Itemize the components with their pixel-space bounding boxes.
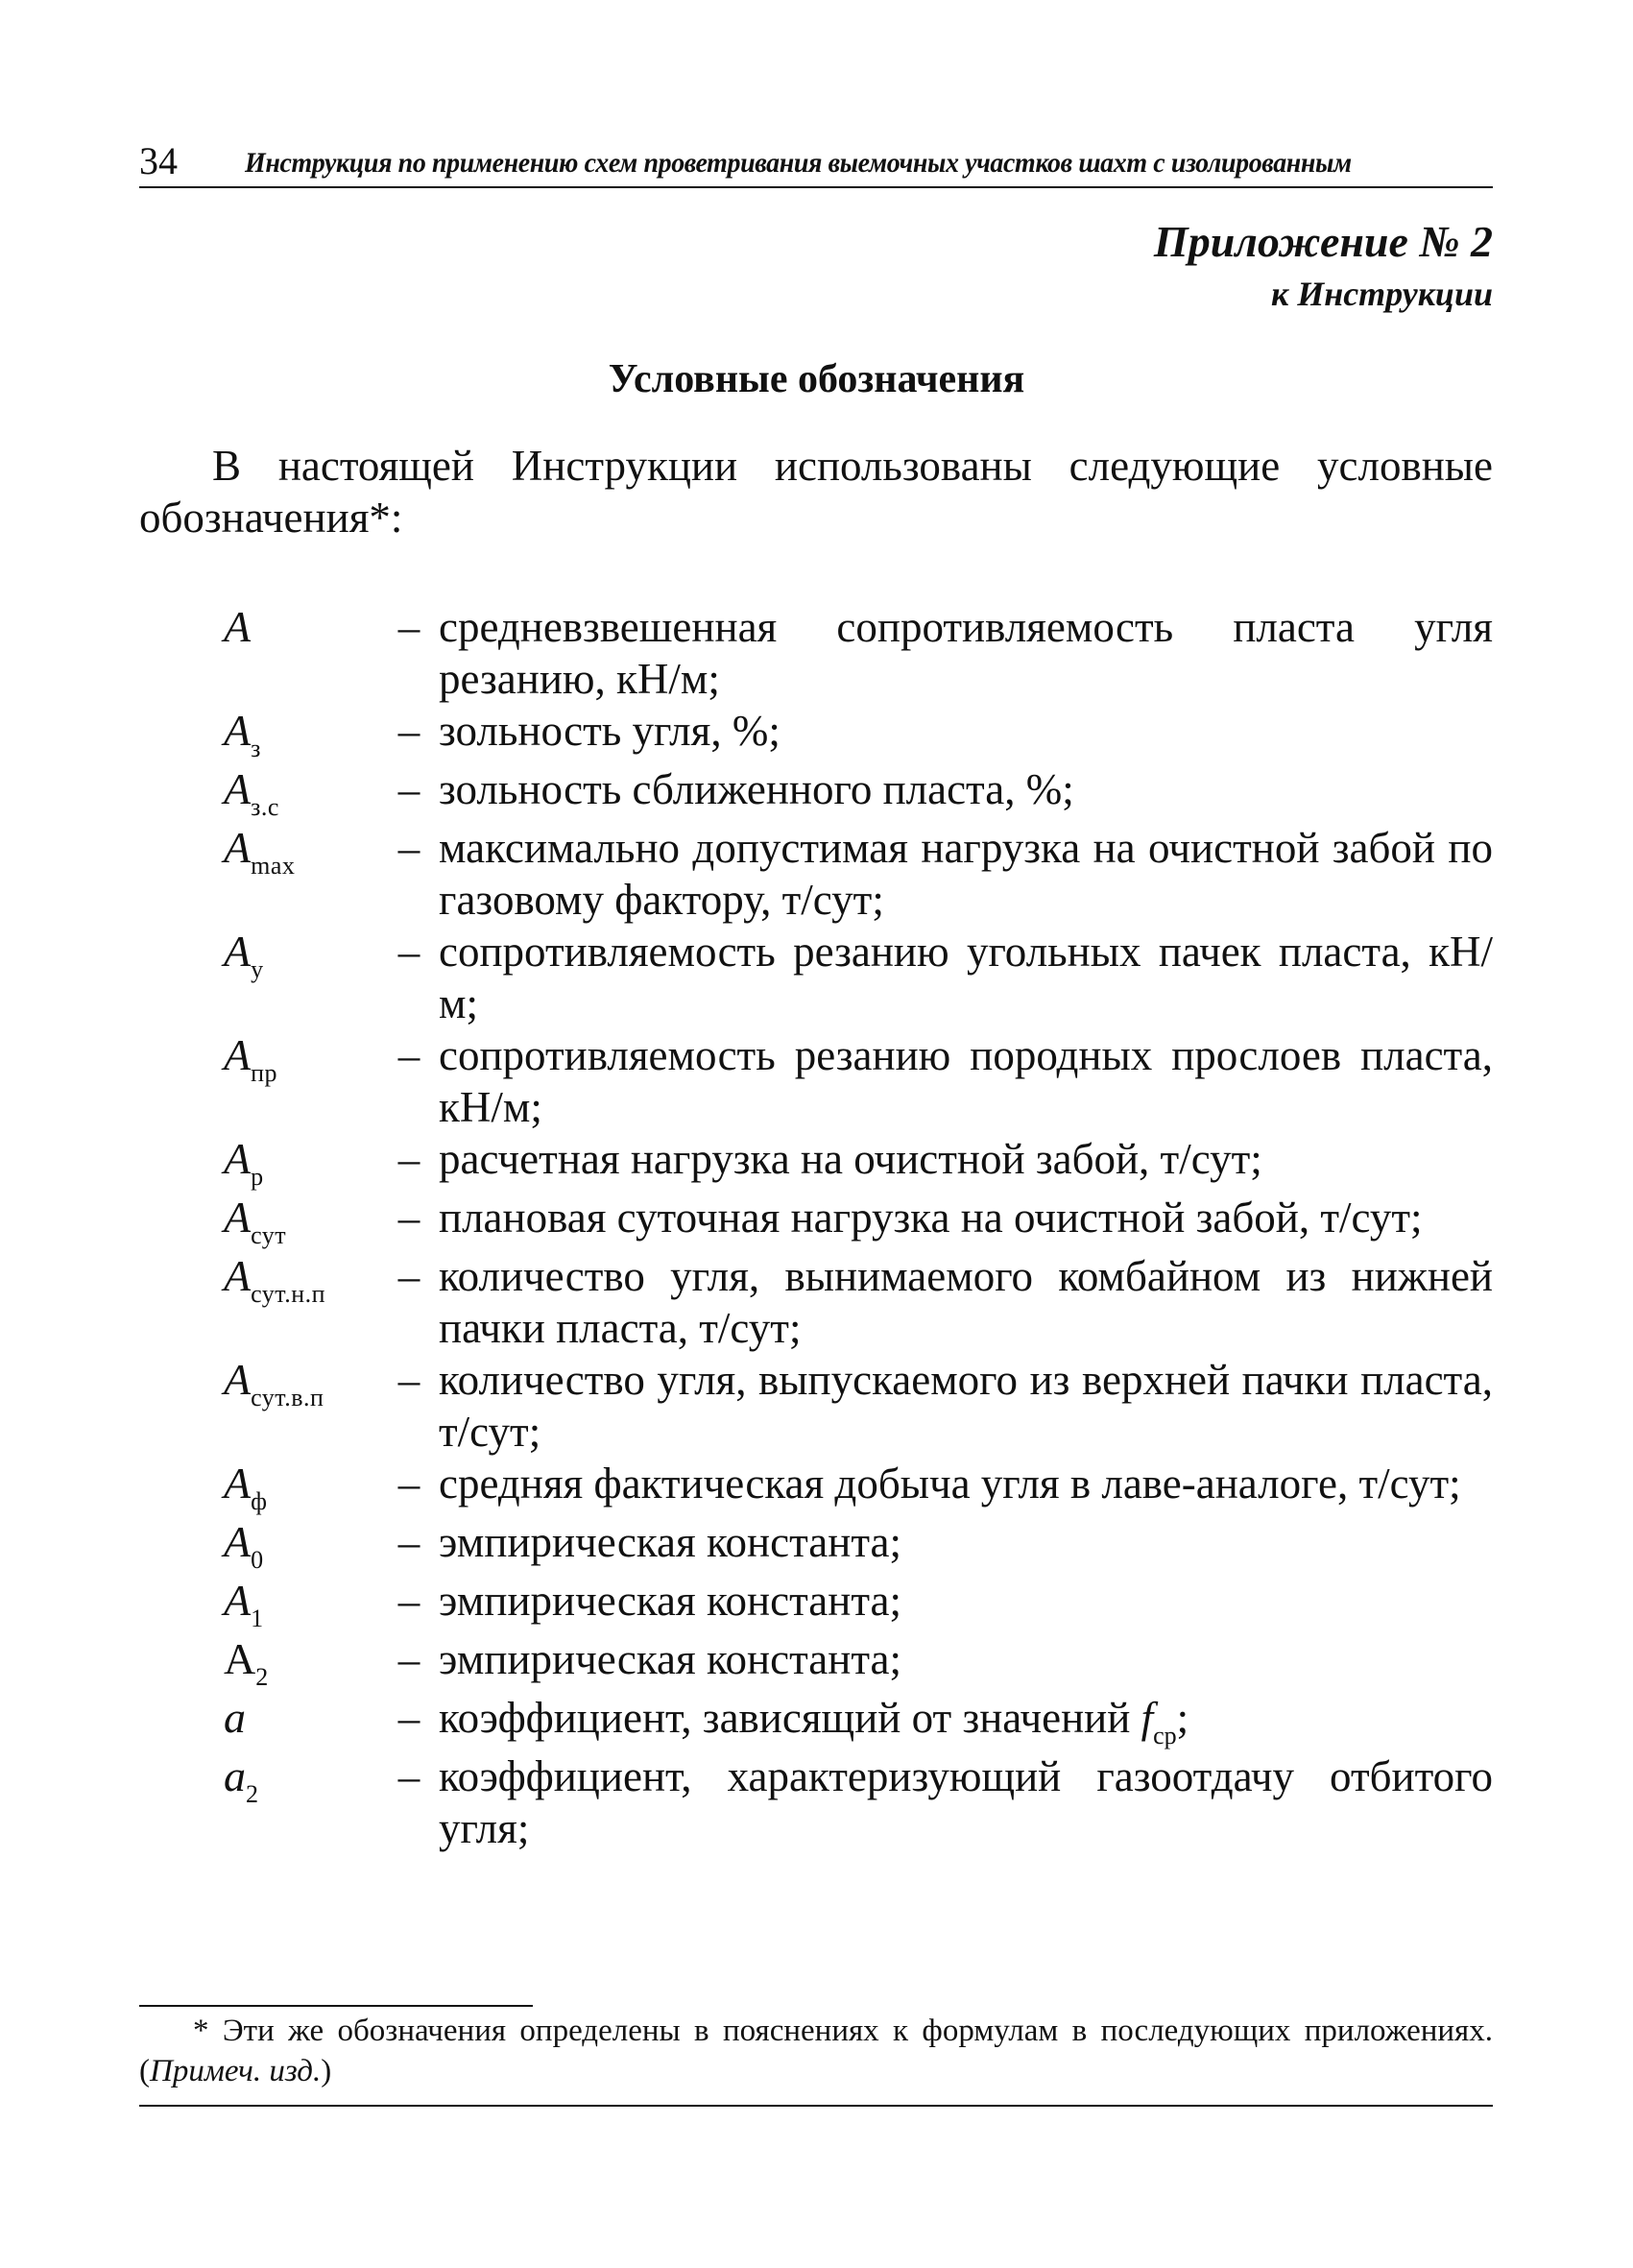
- definition-text: средневзвешенная сопротивляемость пласта угля резанию, кН/м;: [439, 603, 1493, 703]
- definition-row: [139, 1692, 1493, 1750]
- definition-dash: –: [397, 824, 420, 872]
- definition-text: сопротивляемость резанию породных прослоев пласта, кН/м;: [439, 1031, 1493, 1131]
- section-heading: Условные обозначения: [608, 357, 1025, 401]
- definition-dash: –: [397, 1460, 420, 1508]
- page-number: 34: [139, 139, 178, 182]
- appendix-subtitle: к Инструкции: [1270, 275, 1493, 313]
- definition-symbol: [139, 1692, 379, 1744]
- definition-symbol: [139, 822, 379, 881]
- definition-dash: –: [397, 1135, 420, 1183]
- definition-symbol: [139, 1633, 379, 1692]
- symbol-subscript: у: [251, 955, 264, 983]
- definition-symbol: [139, 926, 379, 984]
- symbol-base: a: [224, 1751, 246, 1800]
- definition-row: [139, 1133, 1493, 1192]
- symbol-subscript: з.с: [251, 793, 279, 821]
- definition-row: [139, 705, 1493, 763]
- definition-text: эмпирическая константа;: [439, 1635, 902, 1683]
- appendix-title: Приложение № 2: [1153, 217, 1493, 266]
- definition-text: расчетная нагрузка на очистной забой, т/сут;: [439, 1135, 1262, 1183]
- definition-symbol: [139, 763, 379, 822]
- definition-dash: –: [397, 1031, 420, 1079]
- definition-dash: –: [397, 1518, 420, 1566]
- definition-row: [139, 1633, 1493, 1692]
- page-bottom-rule: [139, 2105, 1493, 2107]
- symbol-base: A: [224, 602, 252, 651]
- appendix-label: [1154, 213, 1493, 317]
- definition-text: зольность сближенного пласта, %;: [439, 765, 1074, 813]
- definition-row: [139, 1029, 1493, 1133]
- symbol-subscript: 2: [246, 1780, 259, 1808]
- definition-dash: –: [397, 1635, 420, 1683]
- definition-symbol: [139, 601, 379, 653]
- definition-symbol: [139, 1516, 379, 1575]
- definition-text: максимально допустимая нагрузка на очистной забой по газовому фактору, т/сут;: [439, 824, 1493, 924]
- definition-row: [139, 1575, 1493, 1633]
- definition-symbol: [139, 1192, 379, 1250]
- definition-text: сопротивляемость резанию угольных пачек пласта, кН/м;: [439, 928, 1493, 1027]
- symbol-subscript: пр: [251, 1059, 278, 1087]
- definition-symbol: [139, 1029, 379, 1088]
- definition-dash: –: [397, 1577, 420, 1625]
- definition-text: зольность угля, %;: [439, 707, 780, 755]
- definition-dash: –: [397, 928, 420, 976]
- definition-text: эмпирическая константа;: [439, 1577, 902, 1625]
- definition-row: [139, 1250, 1493, 1354]
- definition-dash: –: [397, 1694, 420, 1742]
- symbol-subscript: ф: [251, 1487, 268, 1515]
- definition-text: плановая суточная нагрузка на очистной забой, т/сут;: [439, 1194, 1423, 1242]
- symbol-base: A: [224, 764, 252, 813]
- symbol-base: a: [224, 1693, 246, 1742]
- definition-symbol: [139, 1250, 379, 1309]
- definition-dash: –: [397, 1194, 420, 1242]
- definition-text: коэффициент, зависящий от значений $f_{ср}$;: [439, 1694, 1189, 1749]
- symbol-base: A: [224, 1576, 252, 1625]
- symbol-base: A: [224, 706, 252, 755]
- definition-symbol: [139, 705, 379, 763]
- symbol-base: A: [224, 1193, 252, 1242]
- definition-row: [139, 601, 1493, 705]
- symbol-base: A: [224, 927, 252, 976]
- symbol-subscript: сут.в.п: [251, 1384, 324, 1411]
- symbol-base: A: [224, 1517, 252, 1566]
- definition-row: [139, 763, 1493, 822]
- symbol-subscript: р: [251, 1163, 264, 1191]
- running-header: [139, 134, 1493, 188]
- running-title: Инструкция по применению схем проветривания выемочных участков шахт с изолированным: [245, 147, 1352, 179]
- footnote: * Эти же обозначения определены в пояснениях к формулам в последующих приложениях. (Примеч. изд.): [139, 2014, 1493, 2088]
- definition-row: [139, 1458, 1493, 1516]
- symbol-subscript: max: [251, 852, 296, 880]
- definition-dash: –: [397, 1356, 420, 1404]
- definition-row: [139, 1750, 1493, 1854]
- definition-symbol: [139, 1750, 379, 1809]
- definition-row: [139, 1192, 1493, 1250]
- symbol-subscript: сут: [251, 1221, 287, 1249]
- intro-paragraph: В настоящей Инструкции использованы следующие условные обозначения*:: [139, 442, 1493, 542]
- definition-symbol: [139, 1575, 379, 1633]
- definition-text: эмпирическая константа;: [439, 1518, 902, 1566]
- symbol-base: A: [224, 1030, 252, 1079]
- symbol-base: A: [224, 1459, 252, 1508]
- footnote-separator: [139, 2005, 533, 2007]
- symbol-base: A: [224, 823, 252, 872]
- symbol-subscript: з: [251, 735, 261, 762]
- definition-dash: –: [397, 1252, 420, 1300]
- definition-row: [139, 926, 1493, 1029]
- definition-symbol: [139, 1458, 379, 1516]
- definition-text: количество угля, выпускаемого из верхней пачки пласта, т/сут;: [439, 1356, 1493, 1456]
- definition-row: [139, 1516, 1493, 1575]
- definition-row: [139, 1354, 1493, 1458]
- definition-text: коэффициент, характеризующий газоотдачу отбитого угля;: [439, 1752, 1493, 1852]
- definition-row: [139, 822, 1493, 926]
- symbol-base: A: [224, 1355, 252, 1404]
- symbol-subscript: 0: [251, 1546, 264, 1574]
- symbol-subscript: сут.н.п: [251, 1280, 326, 1308]
- symbol-base: А: [224, 1634, 256, 1683]
- symbol-subscript: 1: [251, 1604, 264, 1632]
- definitions-list: [139, 601, 1493, 1854]
- symbol-base: A: [224, 1134, 252, 1183]
- definition-text: средняя фактическая добыча угля в лаве-аналоге, т/сут;: [439, 1460, 1461, 1508]
- symbol-base: A: [224, 1251, 252, 1300]
- symbol-subscript: 2: [255, 1663, 269, 1691]
- definition-text: количество угля, вынимаемого комбайном из нижней пачки пласта, т/сут;: [439, 1252, 1493, 1352]
- definition-symbol: [139, 1354, 379, 1412]
- definition-dash: –: [397, 707, 420, 755]
- definition-dash: –: [397, 1752, 420, 1800]
- definition-dash: –: [397, 765, 420, 813]
- definition-dash: –: [397, 603, 420, 651]
- definition-symbol: [139, 1133, 379, 1192]
